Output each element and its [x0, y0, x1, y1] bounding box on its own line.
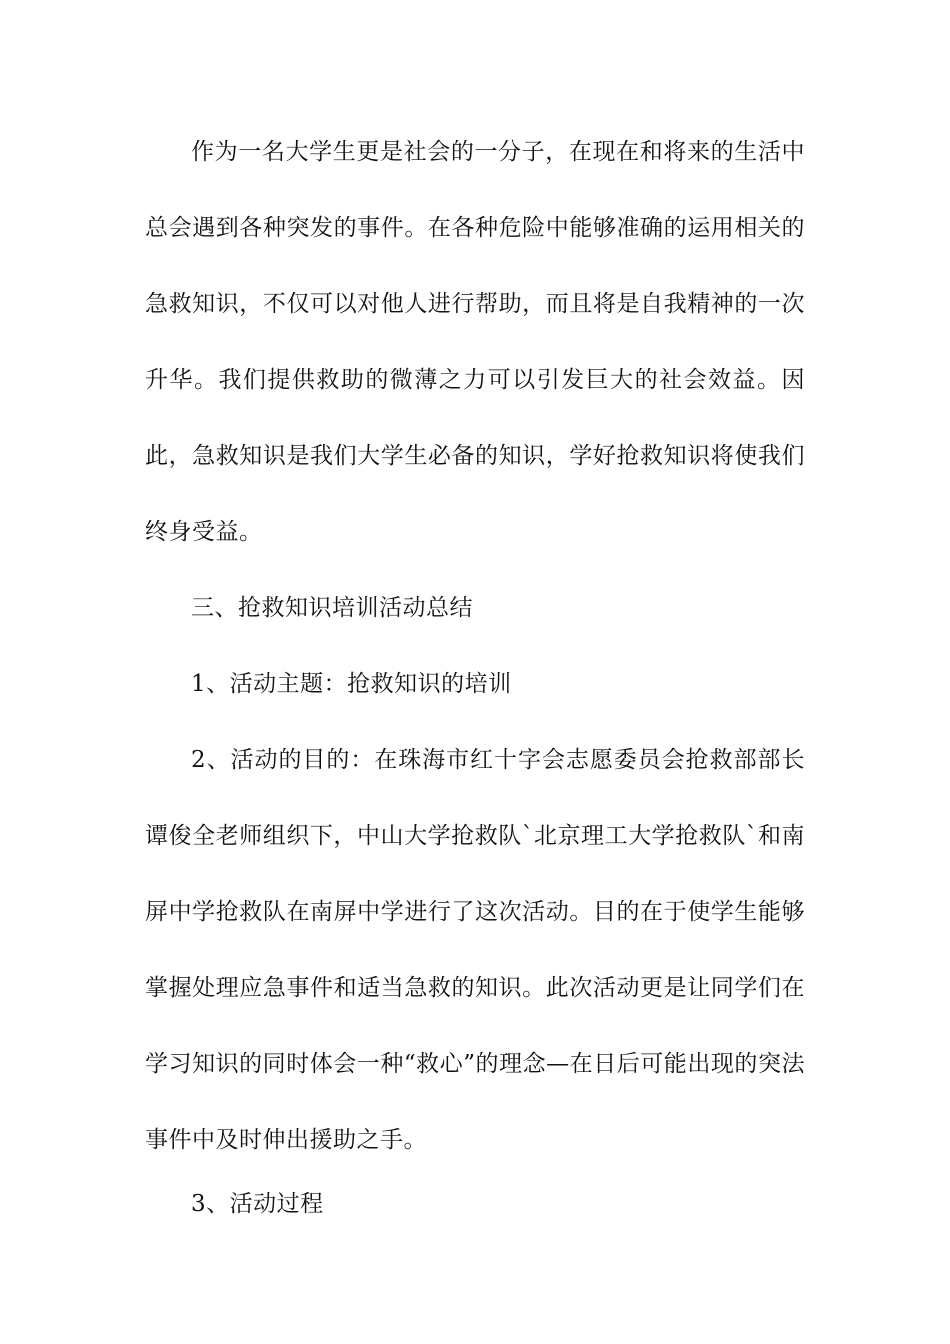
section-heading-summary — [145, 570, 805, 646]
list-item-text: 1、活动主题：抢救知识的培训 — [191, 671, 512, 697]
activity-purpose-item — [145, 722, 805, 1178]
paragraph-first-aid-importance — [145, 114, 805, 570]
list-item-text: 2、活动的目的：在珠海市红十字会志愿委员会抢救部部长谭俊全老师组织下，中山大学抢救队`北京理工大学抢救队`和南屏中学抢救队在南屏中学进行了这次活动。目的在于使学生能够掌握处理应急事件和适当急救的知识。此次活动更是让同学们在学习知识的同时体会一种“救心”的理念—在日后可能出现的突法事件中及时伸出援助之手。 — [145, 747, 805, 1153]
list-item-text: 3、活动过程 — [191, 1191, 324, 1217]
activity-process-item — [145, 1166, 805, 1242]
activity-theme-item — [145, 646, 805, 722]
paragraph-text: 作为一名大学生更是社会的一分子，在现在和将来的生活中总会遇到各种突发的事件。在各种危险中能够准确的运用相关的急救知识，不仅可以对他人进行帮助，而且将是自我精神的一次升华。我们提供救助的微薄之力可以引发巨大的社会效益。因此，急救知识是我们大学生必备的知识，学好抢救知识将使我们终身受益。 — [145, 139, 805, 545]
heading-text: 三、抢救知识培训活动总结 — [191, 595, 473, 621]
